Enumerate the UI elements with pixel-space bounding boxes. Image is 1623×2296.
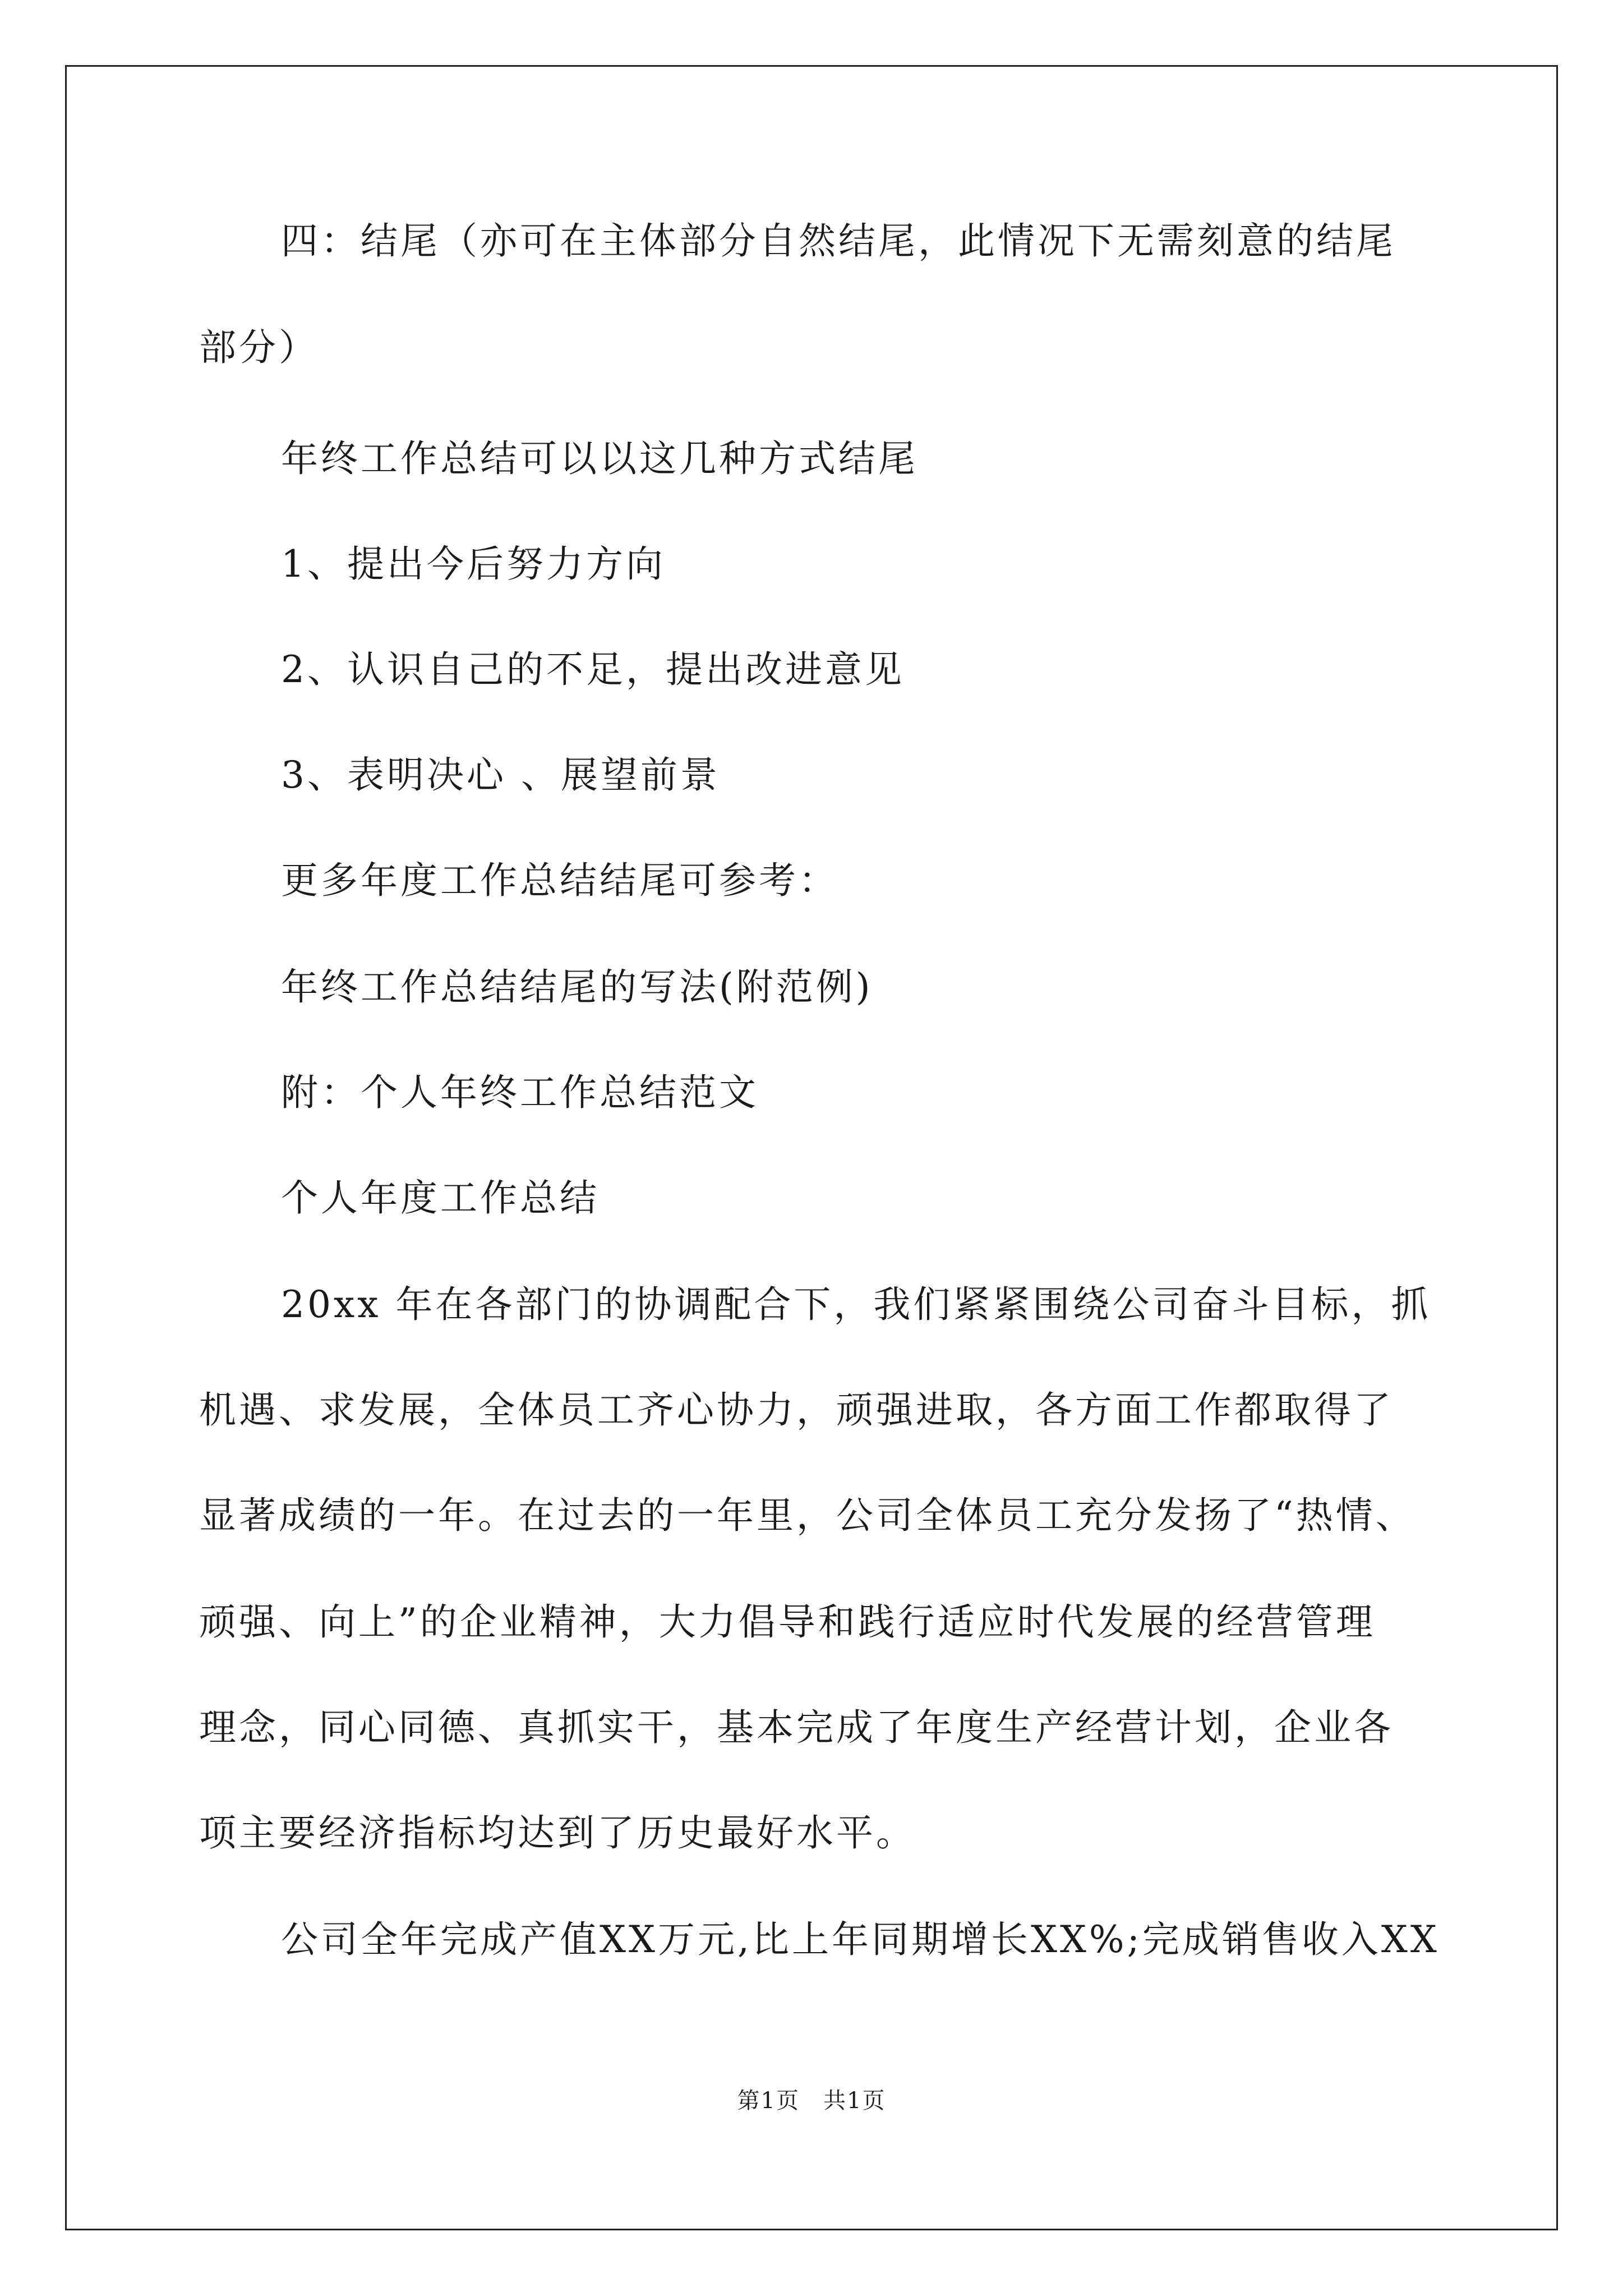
section-heading-ending: 四：结尾（亦可在主体部分自然结尾，此情况下无需刻意的结尾	[281, 219, 1396, 263]
page-footer: 第1页 共1页	[737, 2088, 886, 2114]
paragraph: 年终工作总结可以以这几种方式结尾	[281, 437, 918, 480]
paragraph-line: 项主要经济指标均达到了历史最好水平。	[199, 1811, 916, 1855]
article-title: 个人年度工作总结	[281, 1176, 600, 1220]
list-item: 1、提出今后努力方向	[281, 542, 666, 586]
paragraph-line: 显著成绩的一年。在过去的一年里，公司全体员工充分发扬了“热情、	[199, 1494, 1415, 1537]
page-border	[65, 65, 1558, 2230]
paragraph-line: 20xx 年在各部门的协调配合下，我们紧紧围绕公司奋斗目标，抓	[281, 1283, 1431, 1326]
section-heading-ending-cont: 部分）	[199, 326, 319, 369]
paragraph: 附：个人年终工作总结范文	[281, 1071, 759, 1114]
paragraph-line: 公司全年完成产值XX万元,比上年同期增长XX%;完成销售收入XX	[281, 1918, 1440, 1961]
paragraph-line: 机遇、求发展，全体员工齐心协力，顽强进取，各方面工作都取得了	[199, 1388, 1394, 1432]
paragraph-line: 顽强、向上”的企业精神，大力倡导和践行适应时代发展的经营管理	[199, 1600, 1376, 1644]
paragraph: 年终工作总结结尾的写法(附范例)	[281, 965, 873, 1009]
paragraph-line: 理念，同心同德、真抓实干，基本完成了年度生产经营计划，企业各	[199, 1706, 1394, 1749]
paragraph: 更多年度工作总结结尾可参考：	[281, 859, 838, 902]
list-item: 2、认识自己的不足，提出改进意见	[281, 648, 905, 691]
list-item: 3、表明决心 、展望前景	[281, 753, 720, 797]
